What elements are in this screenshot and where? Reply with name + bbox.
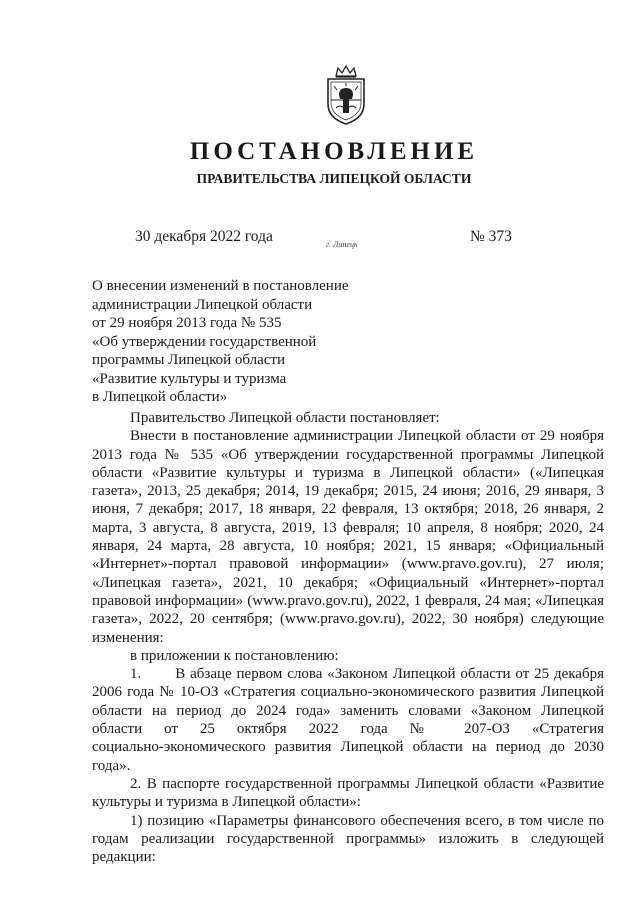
document-heading xyxy=(92,277,392,407)
item-1-line: 1. В абзаце первом слова «Законом Липецкой области от 25 декабря xyxy=(130,666,604,683)
item-1-line: социально-экономического развития Липецкой области на период до 2030 xyxy=(92,739,604,756)
item-1-line: года». xyxy=(92,757,131,774)
preamble: Правительство Липецкой области постановляет: xyxy=(130,410,440,426)
body-line: «Липецкая газета», 2021, 10 декабря; «Официальный «Интернет»-портал xyxy=(92,574,604,591)
item-1-line: области на период до 2024 года» заменить словами «Законом Липецкой xyxy=(92,702,604,719)
item-1-line: 2006 года № 10-ОЗ «Стратегия социально-экономического развития Липецкой xyxy=(92,684,604,701)
item-2-1-line: редакции: xyxy=(92,849,156,866)
body-line: января, 24 марта, 28 августа, 10 ноября; 2021, 15 января; «Официальный xyxy=(92,538,604,555)
body-line: марта, 3 августа, 8 августа, 2019, 13 февраля; 10 апреля, 8 ноября; 2020, 24 xyxy=(92,519,604,536)
body-line: газета», 2013, 25 декабря; 2014, 19 декабря; 2015, 24 июня; 2016, 29 января, 3 xyxy=(92,483,604,500)
document-city: г. Липецк xyxy=(326,240,358,249)
document-number: № 373 xyxy=(470,228,512,245)
heading-line: О внесении изменений в постановление xyxy=(92,278,349,294)
item-1-line: области от 25 октября 2022 года № 207-ОЗ «Стратегия xyxy=(92,721,604,738)
heading-line: администрации Липецкой области xyxy=(92,296,313,313)
heading-line: в Липецкой области» xyxy=(92,389,228,405)
annex-intro: в приложении к постановлению: xyxy=(130,647,339,664)
body-line: «Интернет»-портал правовой информации» (www.pravo.gov.ru), 27 июля; xyxy=(92,556,604,573)
heading-line: «Об утверждении государственной xyxy=(92,333,317,350)
item-2-line: 2. В паспорте государственной программы Липецкой области «Развитие xyxy=(130,775,604,792)
body-line: 2013 года № 535 «Об утверждении государственной программы Липецкой xyxy=(92,446,604,463)
document-title: ПОСТАНОВЛЕНИЕ xyxy=(189,138,479,165)
heading-line: программы Липецкой области xyxy=(92,352,286,368)
body-line: Внести в постановление администрации Липецкой области от 29 ноября xyxy=(130,428,604,445)
heading-line: от 29 ноября 2013 года № 535 xyxy=(92,315,282,331)
body-line: области «Развитие культуры и туризма в Липецкой области» («Липецкая xyxy=(92,464,604,481)
heading-line: «Развитие культуры и туризма xyxy=(92,370,287,387)
document-date: 30 декабря 2022 года xyxy=(135,228,273,245)
coat-of-arms-icon xyxy=(322,62,370,126)
body-line: июня, 7 декабря; 2017, 18 января, 22 февраля, 13 октября; 2018, 26 января, 2 xyxy=(92,501,604,518)
item-2-line: культуры и туризма в Липецкой области»: xyxy=(92,794,361,811)
body-line: газета», 2022, 20 сентября; (www.pravo.gov.ru), 2022, 30 ноября) следующие xyxy=(92,611,604,628)
item-2-1-line: годам реализации государственной программы» изложить в следующей xyxy=(92,830,604,847)
document-body xyxy=(92,409,604,866)
item-2-1-line: 1) позицию «Параметры финансового обеспечения всего, в том числе по xyxy=(130,812,604,829)
body-line: правовой информации» (www.pravo.gov.ru), 2022, 1 февраля, 24 мая; «Липецкая xyxy=(92,592,604,609)
issuing-authority: ПРАВИТЕЛЬСТВА ЛИПЕЦКОЙ ОБЛАСТИ xyxy=(196,171,472,186)
body-line: изменения: xyxy=(92,629,164,646)
